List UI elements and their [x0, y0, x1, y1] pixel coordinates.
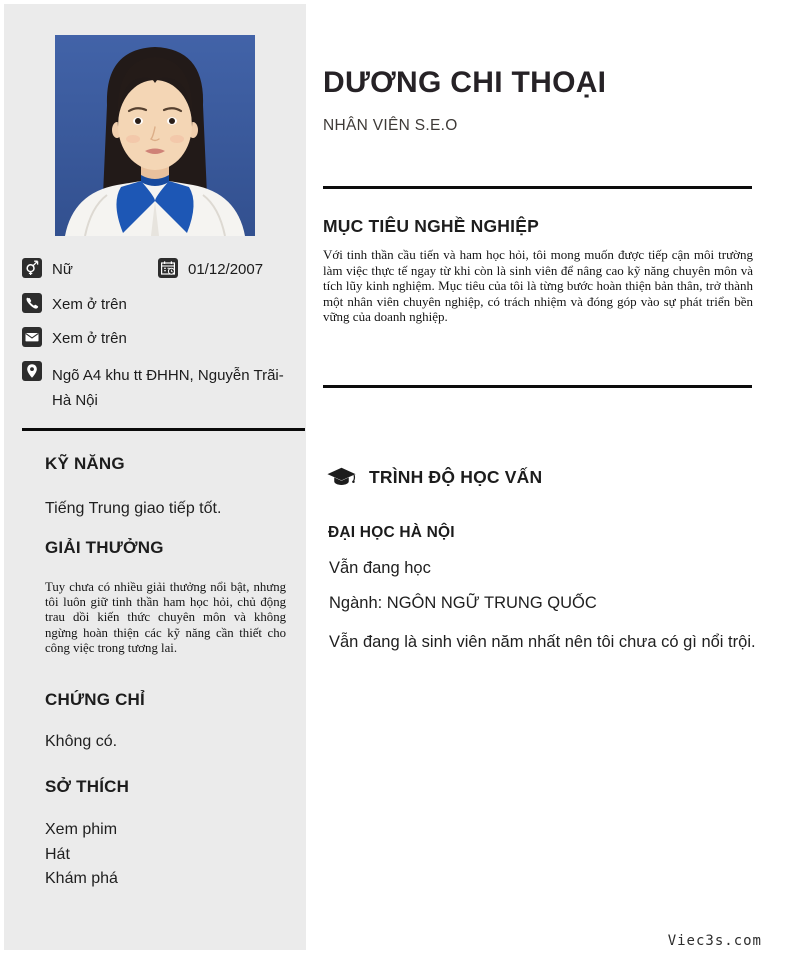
hobby-item: Hát — [45, 846, 70, 863]
hobby-item: Xem phim — [45, 821, 118, 838]
graduation-cap-icon — [326, 466, 357, 488]
portrait-illustration — [55, 35, 255, 236]
section-divider — [323, 385, 752, 388]
dob-value: 01/12/2007 — [188, 261, 264, 278]
certificates-heading: CHỨNG CHỈ — [45, 690, 145, 709]
awards-heading: GIẢI THƯỞNG — [45, 538, 164, 557]
education-school: ĐẠI HỌC HÀ NỘI — [328, 524, 455, 541]
phone-icon — [22, 293, 42, 313]
sidebar-divider — [22, 428, 305, 431]
hobby-item: Khám phá — [45, 870, 118, 887]
skills-text: Tiếng Trung giao tiếp tốt. — [45, 500, 222, 517]
sidebar — [4, 4, 306, 950]
job-title: NHÂN VIÊN S.E.O — [323, 117, 458, 134]
email-value: Xem ở trên — [52, 330, 127, 347]
email-icon — [22, 327, 42, 347]
education-major: Ngành: NGÔN NGỮ TRUNG QUỐC — [329, 594, 597, 612]
candidate-name: DƯƠNG CHI THOẠI — [323, 66, 607, 99]
profile-photo — [55, 35, 255, 236]
objective-heading: MỤC TIÊU NGHỀ NGHIỆP — [323, 216, 539, 236]
location-pin-icon — [22, 361, 42, 381]
gender-value: Nữ — [52, 261, 73, 278]
certificates-text: Không có. — [45, 733, 118, 750]
objective-text: Với tinh thần cầu tiến và ham học hỏi, tôi mong muốn được tiếp cận môi trường làm việc thực tế ngay từ khi còn là sinh viên để nâng cao kỹ năng chuyên môn và tích lũy kinh nghiệm. Mục tiêu của tôi là từng bước hoàn thiện bản thân, trở thành một nhân viên chuyên nghiệp, có trách nhiệm và đóng góp vào sự phát triển bền vững của doanh nghiệp. — [323, 247, 753, 325]
address-value: Ngõ A4 khu tt ĐHHN, Nguyễn Trãi- Hà Nội — [52, 367, 284, 409]
phone-value: Xem ở trên — [52, 296, 127, 313]
education-note: Vẫn đang là sinh viên năm nhất nên tôi chưa có gì nổi trội. — [329, 633, 756, 651]
education-status: Vẫn đang học — [329, 559, 431, 577]
gender-icon — [22, 258, 42, 278]
section-divider — [323, 186, 752, 189]
skills-heading: KỸ NĂNG — [45, 454, 125, 473]
watermark: Viec3s.com — [667, 933, 762, 949]
awards-text: Tuy chưa có nhiều giải thưởng nổi bật, nhưng tôi luôn giữ tinh thần ham học hỏi, chủ động trau dồi kiến thức chuyên môn và không ngừng hoàn thiện các kỹ năng cần thiết cho công việc trong tương lai. — [45, 580, 286, 655]
education-heading: TRÌNH ĐỘ HỌC VẤN — [369, 467, 543, 487]
hobbies-heading: SỞ THÍCH — [45, 777, 130, 796]
calendar-icon — [158, 258, 178, 278]
